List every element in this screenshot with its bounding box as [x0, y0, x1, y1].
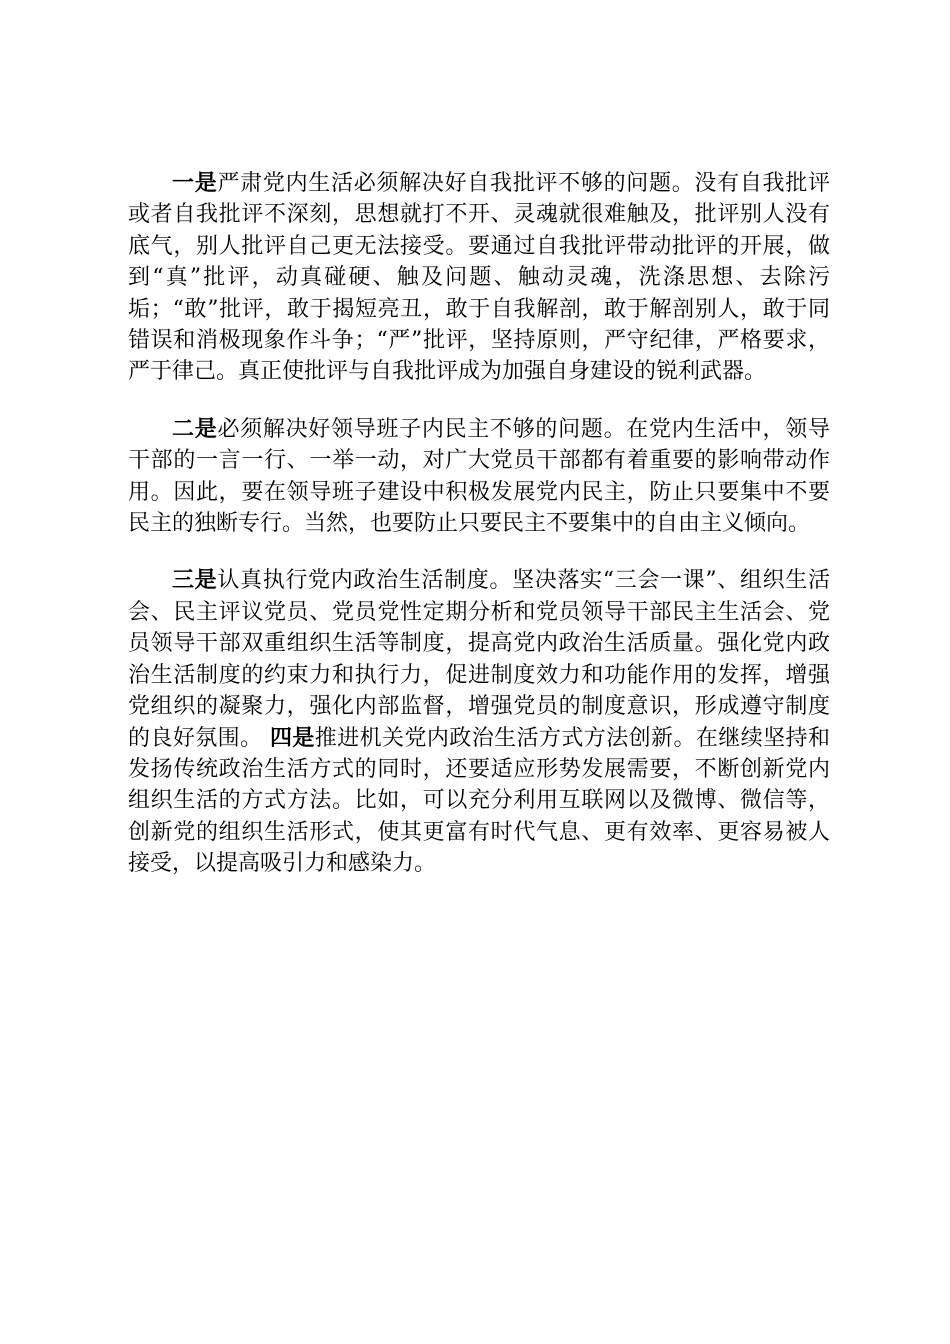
paragraph-one-lead: 一是	[172, 170, 218, 196]
paragraph-three-text: 认真执行党内政治生活制度。坚决落实“三会一课”、组织生活会、民主评议党员、党员党性定期分析和党员领导干部民主生活会、党员领导干部双重组织生活等制度，提高党内政治生活质量。强化党内政治生活制度的约束力和执行力，促进制度效力和功能作用的发挥，增强党组织的凝聚力，强化内部监督，增强党员的制度意识，形成遵守制度的良好氛围。	[128, 568, 830, 751]
paragraph-one-text: 严肃党内生活必须解决好自我批评不够的问题。没有自我批评或者自我批评不深刻，思想就打不开、灵魂就很难触及，批评别人没有底气，别人批评自己更无法接受。要通过自我批评带动批评的开展，做到“真”批评，动真碰硬、触及问题、触动灵魂，洗涤思想、去除污垢；“敢”批评，敢于揭短亮丑，敢于自我解剖，敢于解剖别人，敢于同错误和消极现象作斗争；“严”批评，坚持原则，严守纪律，严格要求，严于律己。真正使批评与自我批评成为加强自身建设的锐利武器。	[128, 171, 830, 385]
paragraph-one	[128, 168, 830, 388]
paragraph-three	[128, 565, 830, 879]
paragraph-four-text: 推进机关党内政治生活方式方法创新。在继续坚持和发扬传统政治生活方式的同时，还要适应形势发展需要，不断创新党内组织生活的方式方法。比如，可以充分利用互联网以及微博、微信等，创新党的组织生活形式，使其更富有时代气息、更有效率、更容易被人接受，以提高吸引力和感染力。	[128, 725, 830, 877]
paragraph-two-text: 必须解决好领导班子内民主不够的问题。在党内生活中，领导干部的一言一行、一举一动，对广大党员干部都有着重要的影响带动作用。因此，要在领导班子建设中积极发展党内民主，防止只要集中不要民主的独断专行。当然，也要防止只要民主不要集中的自由主义倾向。	[128, 416, 830, 537]
paragraph-two	[128, 414, 830, 540]
paragraph-four-lead: 四是	[269, 724, 315, 751]
paragraph-three-lead: 三是	[172, 567, 218, 594]
paragraph-two-lead: 二是	[172, 415, 218, 442]
document-body	[128, 168, 830, 906]
